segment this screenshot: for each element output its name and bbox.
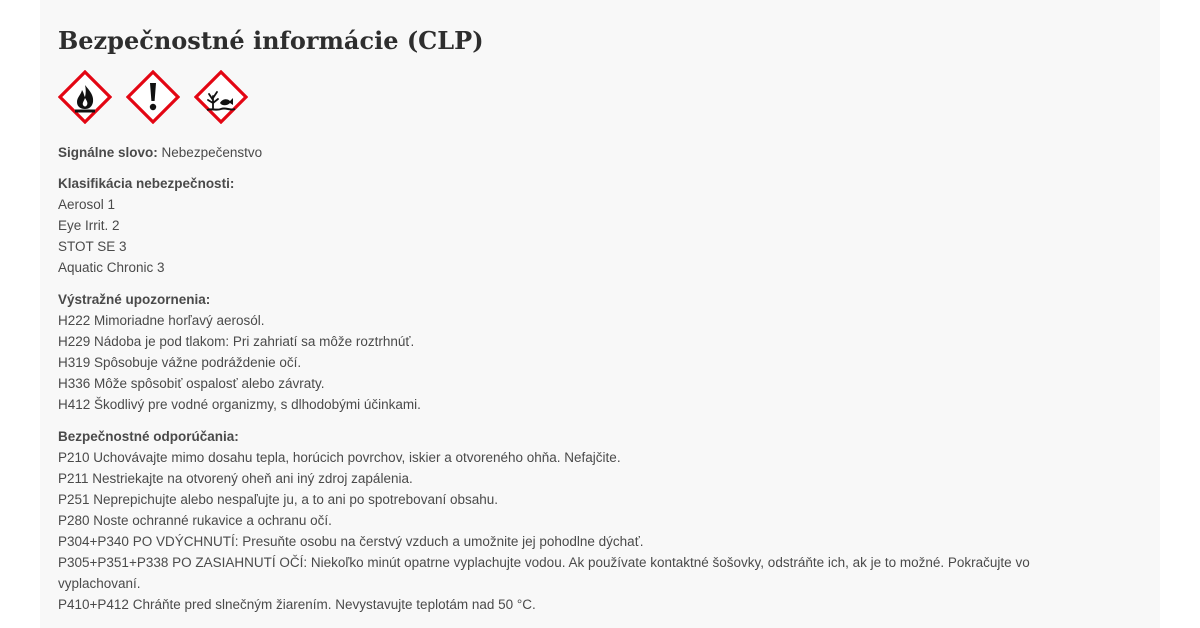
precautionary-statement: P211 Nestriekajte na otvorený oheň ani iný zdroj zapálenia.: [58, 471, 413, 486]
hazards-label: Výstražné upozornenia:: [58, 292, 211, 307]
hazard-statement: H336 Môže spôsobiť ospalosť alebo závraty.: [58, 376, 325, 391]
clp-panel: [40, 0, 1160, 628]
classification-item: Aquatic Chronic 3: [58, 260, 165, 275]
hazard-statement: H412 Škodlivý pre vodné organizmy, s dlhodobými účinkami.: [58, 397, 421, 412]
signal-label: Signálne slovo:: [58, 145, 158, 160]
section-title: Bezpečnostné informácie (CLP): [58, 26, 484, 55]
classification-item: Aerosol 1: [58, 197, 116, 212]
signal-word: [58, 142, 262, 163]
signal-value: Nebezpečenstvo: [161, 145, 263, 160]
hazard-statement: H222 Mimoriadne horľavý aerosól.: [58, 313, 265, 328]
exclamation-mark-icon: [126, 70, 180, 124]
classification-section: [58, 173, 234, 278]
precautionary-statement: P251 Neprepichujte alebo nespaľujte ju, a to ani po spotrebovaní obsahu.: [58, 492, 499, 507]
hazard-statement: H319 Spôsobuje vážne podráždenie očí.: [58, 355, 302, 370]
precautionary-statement: P305+P351+P338 PO ZASIAHNUTÍ OČÍ: Niekoľko minút opatrne vyplachujte vodou. Ak používate kontaktné šošovky, odstráňte ich, ak je to možné. Pokračujte vo: [58, 555, 1030, 570]
environment-hazard-icon: [194, 70, 248, 124]
precautionary-statement: P410+P412 Chráňte pred slnečným žiarením. Nevystavujte teplotám nad 50 °C.: [58, 597, 536, 612]
precautionary-statement: P304+P340 PO VDÝCHNUTÍ: Presuňte osobu na čerstvý vzduch a umožnite jej pohodlne dýchať.: [58, 534, 644, 549]
hazard-statement: H229 Nádoba je pod tlakom: Pri zahriatí sa môže roztrhnúť.: [58, 334, 415, 349]
precautionary-statement: P280 Noste ochranné rukavice a ochranu očí.: [58, 513, 332, 528]
precautionary-statements-section: [58, 426, 1030, 615]
precautionary-statement: vyplachovaní.: [58, 576, 141, 591]
classification-item: Eye Irrit. 2: [58, 218, 120, 233]
classification-item: STOT SE 3: [58, 239, 127, 254]
classification-label: Klasifikácia nebezpečnosti:: [58, 176, 235, 191]
flame-icon: [58, 70, 112, 124]
precautionary-statement: P210 Uchovávajte mimo dosahu tepla, horúcich povrchov, iskier a otvoreného ohňa. Nefajčite.: [58, 450, 621, 465]
precautions-label: Bezpečnostné odporúčania:: [58, 429, 239, 444]
hazard-statements-section: [58, 289, 421, 415]
